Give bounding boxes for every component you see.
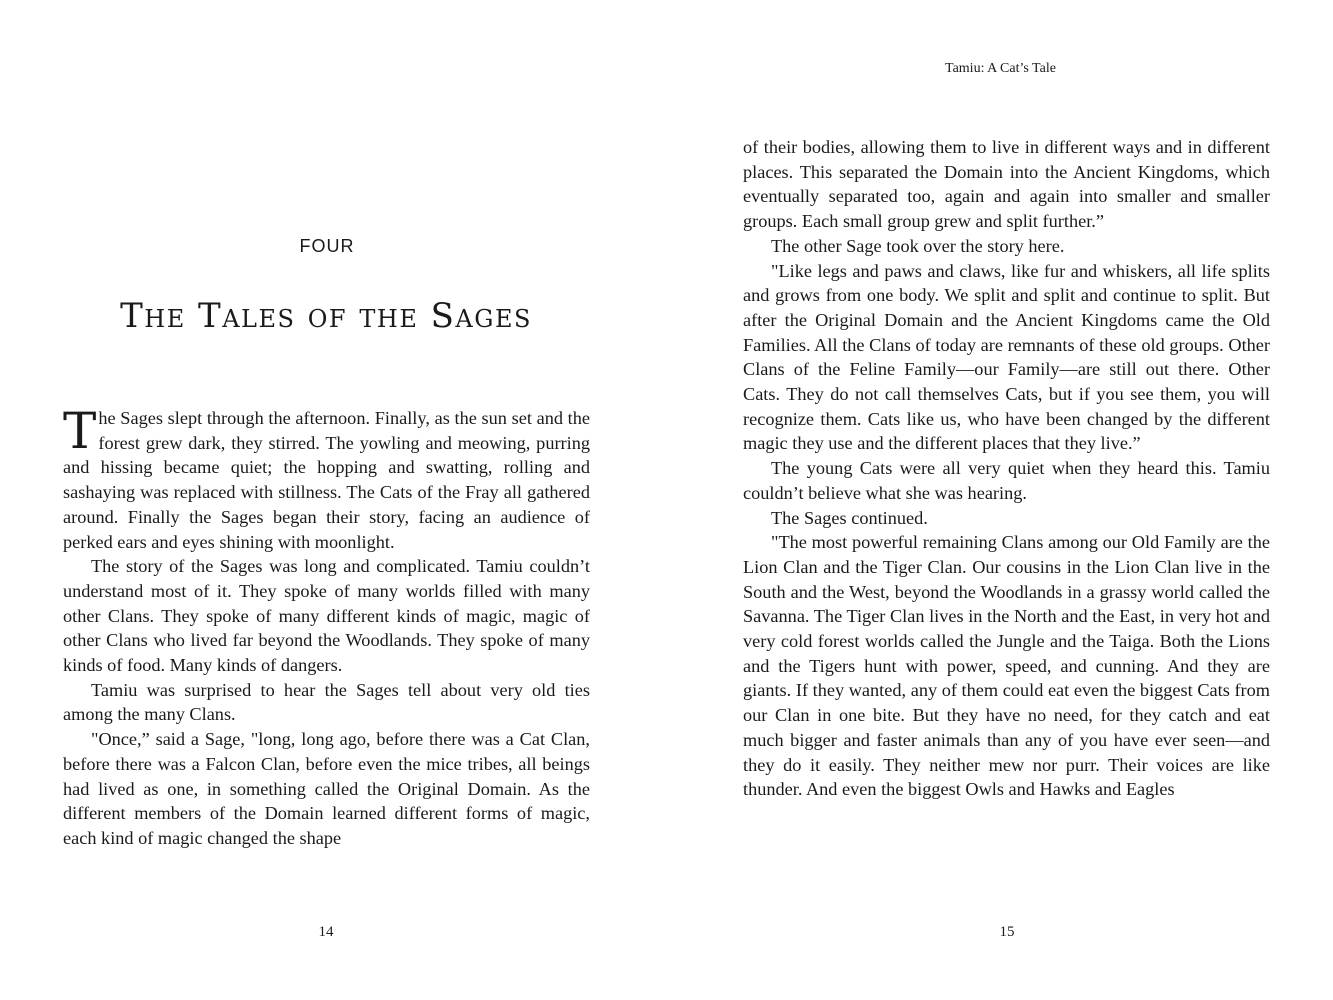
left-body-text: [63, 402, 590, 851]
drop-cap: T: [63, 402, 97, 460]
paragraph: "Once,” said a Sage, "long, long ago, before there was a Cat Clan, before there was a Falcon Clan, before even the mice tribes, all beings had lived as one, in something called the Original Domain. As the different members of the Domain learned different forms of magic, each kind of magic changed the shape: [63, 729, 590, 848]
page-number: 15: [999, 924, 1015, 940]
paragraph: [63, 402, 590, 554]
right-body-text: [743, 135, 1270, 802]
paragraph: Tamiu was surprised to hear the Sages tell about very old ties among the many Clans.: [63, 679, 590, 725]
paragraph-text: he Sages slept through the afternoon. Finally, as the sun set and the forest grew dark, they stirred. The yowling and meowing, purring and hissing became quiet; the hopping and swatting, rolling and sashaying was replaced with stillness. The Cats of the Fray all gathered around. Finally the Sages began their story, facing an audience of perked ears and eyes shining with moonlight.: [63, 408, 590, 552]
paragraph: The other Sage took over the story here.: [771, 235, 1065, 256]
paragraph: "Like legs and paws and claws, like fur and whiskers, all life splits and grows from one body. We split and split and continue to split. But after the Original Domain and the Ancient Kingdoms came the Old Families. All the Clans of today are remnants of these old groups. Other Clans of the Feline Family—our Family—are still out there. Other Cats. They do not call themselves Cats, but if you see them, you will recognize them. Cats like us, who have been changed by the different magic they use and the different places that they live.”: [743, 260, 1270, 454]
chapter-number: FOUR: [299, 236, 355, 256]
page-number: 14: [318, 924, 334, 940]
paragraph: "The most powerful remaining Clans among our Old Family are the Lion Clan and the Tiger Clan. Our cousins in the Lion Clan live in the South and the West, beyond the Woodlands in a grassy world called the Savanna. The Tiger Clan lives in the North and the East, in very hot and very cold forest worlds called the Jungle and the Taiga. Both the Lions and the Tigers hunt with power, speed, and cunning. And they are giants. If they wanted, any of them could eat even the biggest Cats from our Clan in one bite. But they have no need, for they catch and eat much bigger and faster animals than any of you have ever seen—and they do it easily. They neither mew nor purr. Their voices are like thunder. And even the biggest Owls and Hawks and Eagles: [743, 532, 1270, 800]
paragraph: The Sages continued.: [771, 507, 928, 528]
chapter-title: The Tales of the Sages: [120, 296, 532, 336]
paragraph: of their bodies, allowing them to live in different ways and in different places. This separated the Domain into the Ancient Kingdoms, which eventually separated too, again and again into smaller and smaller groups. Each small group grew and split further.”: [743, 137, 1270, 232]
right-page: [667, 0, 1333, 1000]
running-head: Tamiu: A Cat’s Tale: [945, 61, 1056, 76]
paragraph: The story of the Sages was long and complicated. Tamiu couldn’t understand most of it. They spoke of many worlds filled with many other Clans. They spoke of many different kinds of magic, magic of other Clans who lived far beyond the Woodlands. They spoke of many kinds of food. Many kinds of dangers.: [63, 556, 590, 676]
left-page: [0, 0, 666, 1000]
paragraph: The young Cats were all very quiet when they heard this. Tamiu couldn’t believe what she was hearing.: [743, 458, 1270, 503]
